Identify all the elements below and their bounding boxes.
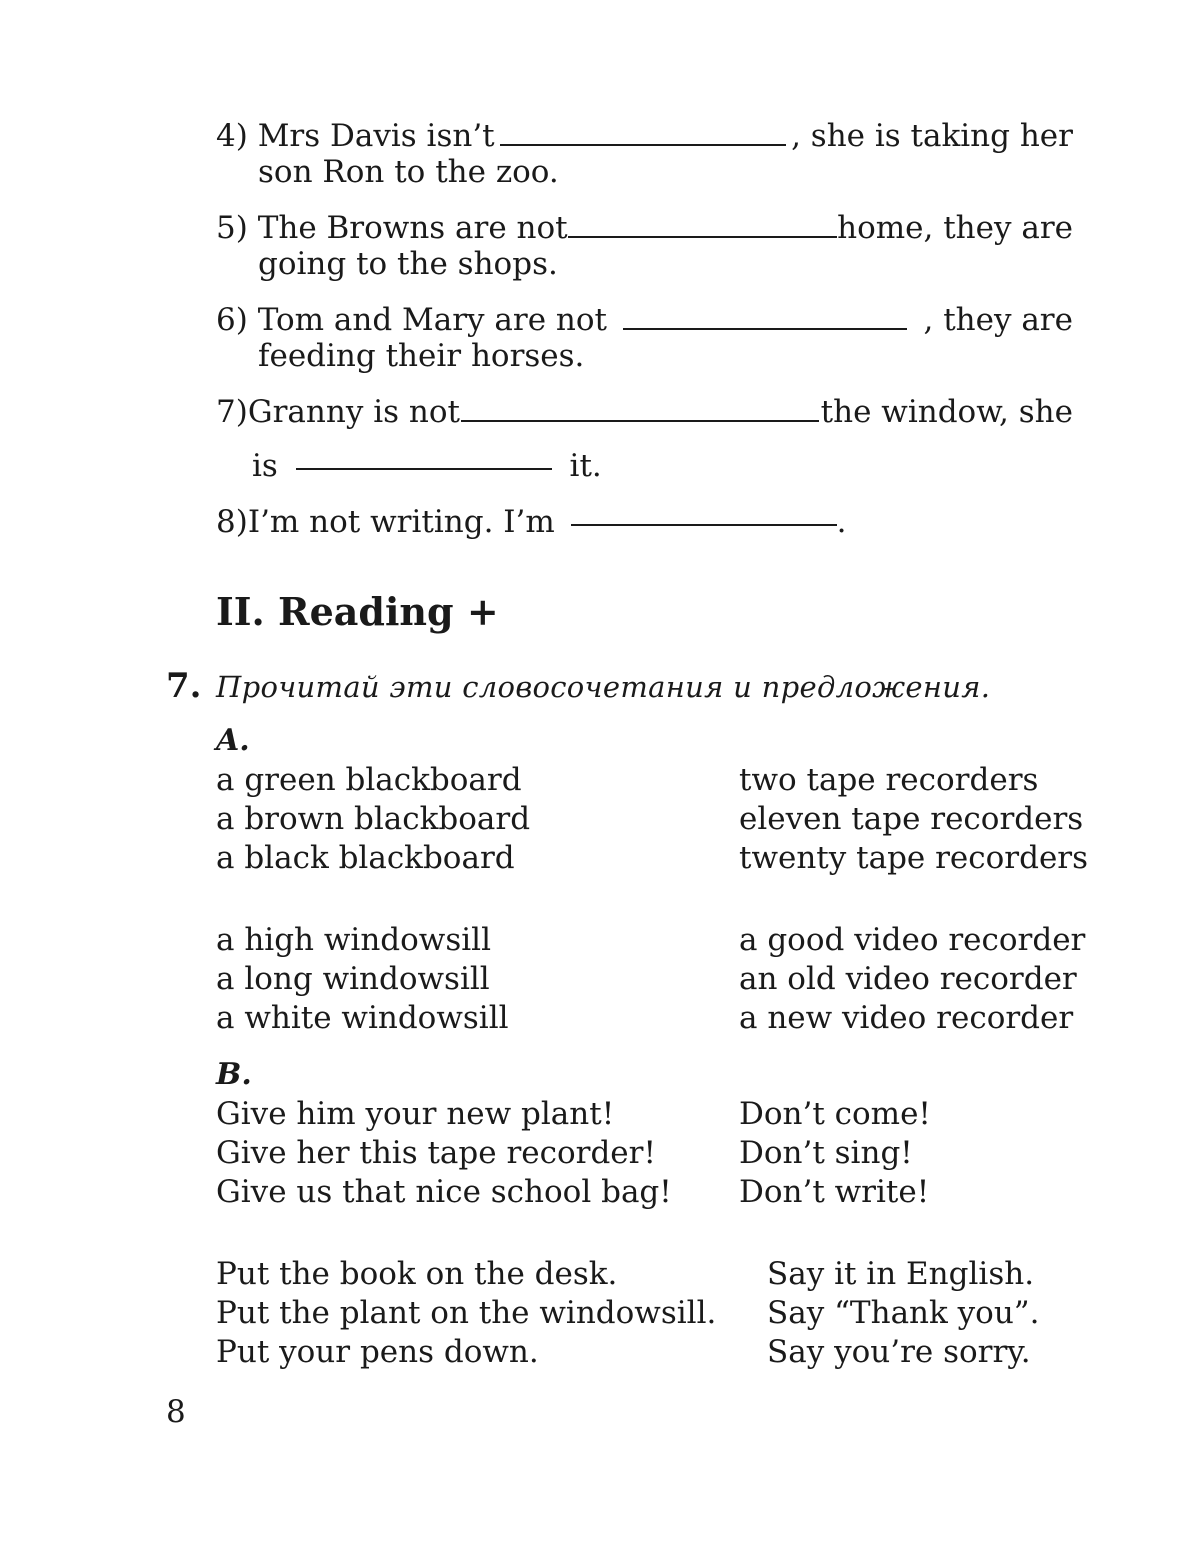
phrase: an old video recorder <box>739 961 1077 997</box>
answer-blank[interactable] <box>500 144 786 146</box>
sentence: Say it in English. <box>767 1256 1035 1292</box>
exercise-instruction: Прочитай эти словосочетания и предложения. <box>216 670 991 704</box>
item-number: 8) <box>216 504 248 540</box>
item-text: home, they are <box>837 210 1073 246</box>
item-number: 7) <box>216 394 248 430</box>
sentence: Say you’re sorry. <box>767 1334 1031 1370</box>
part-b-group2-right <box>767 1255 1040 1372</box>
item-text: Mrs Davis isn’t <box>257 118 495 154</box>
sentence: Don’t come! <box>739 1096 931 1132</box>
answer-blank[interactable] <box>571 524 837 526</box>
answer-blank[interactable] <box>461 420 819 422</box>
page-number: 8 <box>166 1394 186 1430</box>
exercise-number: 7. <box>166 666 202 706</box>
part-a-group1-left <box>216 761 530 878</box>
section-heading: II. Reading + <box>216 589 499 634</box>
item-text: , they are <box>923 302 1073 338</box>
item-text: I’m not writing. I’m <box>247 504 555 540</box>
phrase: twenty tape recorders <box>739 840 1089 876</box>
exercise-item-5 <box>216 210 1073 246</box>
phrase: a good video recorder <box>739 922 1086 958</box>
item-continuation: going to the shops. <box>258 246 558 282</box>
item-text: the window, she <box>820 394 1073 430</box>
sentence: Give us that nice school bag! <box>216 1174 672 1210</box>
item-text: it. <box>569 448 602 484</box>
sentence: Don’t sing! <box>739 1135 913 1171</box>
part-a-group1-right <box>739 761 1088 878</box>
sentence: Put the plant on the windowsill. <box>216 1295 717 1331</box>
exercise-item-7 <box>216 394 1073 430</box>
item-continuation: feeding their horses. <box>258 338 585 374</box>
exercise-item-6 <box>216 302 1073 338</box>
phrase: a long windowsill <box>216 961 490 997</box>
sentence: Put the book on the desk. <box>216 1256 618 1292</box>
sentence: Give her this tape recorder! <box>216 1135 656 1171</box>
answer-blank[interactable] <box>568 236 837 238</box>
exercise-item-8 <box>216 504 847 540</box>
item-text: is <box>252 448 278 484</box>
item-continuation: son Ron to the zoo. <box>258 154 559 190</box>
sentence: Give him your new plant! <box>216 1096 615 1132</box>
part-a-group2-left <box>216 921 509 1038</box>
item-text: The Browns are not <box>257 210 568 246</box>
item-number: 4) <box>216 118 248 154</box>
item-text: , she is taking her <box>791 118 1073 154</box>
item-continuation <box>252 448 602 484</box>
item-number: 6) <box>216 302 248 338</box>
part-b-group1-right <box>739 1095 931 1212</box>
sentence: Put your pens down. <box>216 1334 539 1370</box>
phrase: a brown blackboard <box>216 801 531 837</box>
item-text: Tom and Mary are not <box>257 302 608 338</box>
answer-blank[interactable] <box>623 328 907 330</box>
phrase: a high windowsill <box>216 922 491 958</box>
part-a-group2-right <box>739 921 1085 1038</box>
item-text: Granny is not <box>247 394 460 430</box>
phrase: a green blackboard <box>216 762 522 798</box>
phrase: two tape recorders <box>739 762 1039 798</box>
phrase: a black blackboard <box>216 840 515 876</box>
phrase: eleven tape recorders <box>739 801 1084 837</box>
phrase: a white windowsill <box>216 1000 509 1036</box>
phrase: a new video recorder <box>739 1000 1074 1036</box>
answer-blank[interactable] <box>296 468 552 470</box>
sentence: Say “Thank you”. <box>767 1295 1040 1331</box>
sentence: Don’t write! <box>739 1174 930 1210</box>
part-b-group1-left <box>216 1095 672 1212</box>
exercise-item-4 <box>216 118 1073 154</box>
item-number: 5) <box>216 210 248 246</box>
part-b-label: B. <box>216 1057 252 1092</box>
item-text: . <box>836 504 847 540</box>
part-b-group2-left <box>216 1255 716 1372</box>
part-a-label: A. <box>216 723 250 758</box>
